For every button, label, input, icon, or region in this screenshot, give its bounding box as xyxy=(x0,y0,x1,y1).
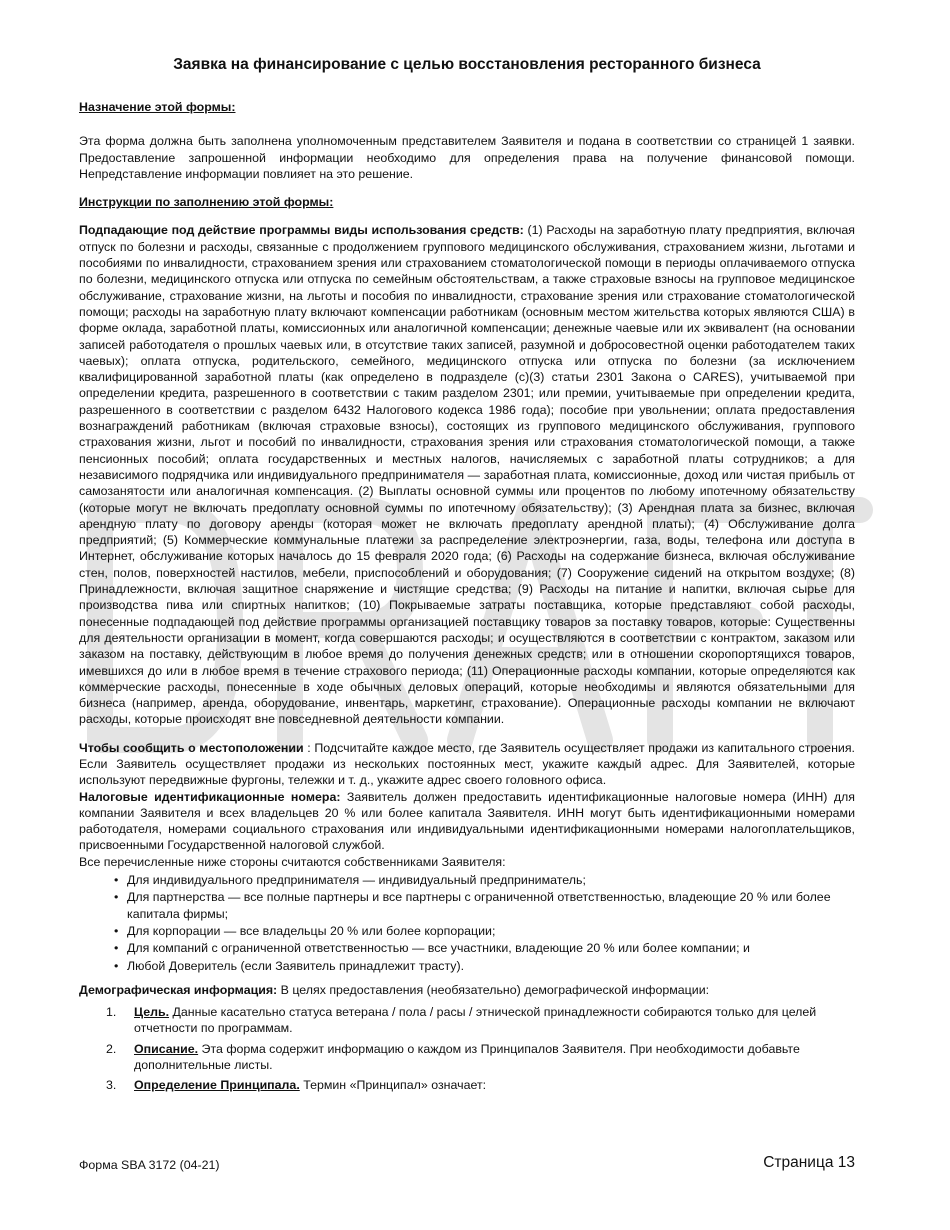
location-label: Чтобы сообщить о местоположении xyxy=(79,740,304,755)
list-item: 1. Цель. Данные касательно статуса ветерана / пола / расы / этнической принадлежности собираются только для целей отчетности по программам. xyxy=(106,1005,817,1036)
eligible-uses-text: (1) Расходы на заработную плату предприятия, включая отпуск по болезни и расходы, связанные с продолжением группового медицинского обслуживания, страхованием жизни, льготами и пособиями по инвалидности, страхованием зрения или страхованием стоматологической помощи в периоды оплачиваемого отпуска по болезни, медицинского отпуска или отпуска по семейным обстоятельствам, а также страховые взносы на групповое медицинское обслуживание, страхование жизни, на льготы и пособия по инвалидности, страхование зрения или страхование стоматологической помощи; расходы на заработную плату включают компенсации работникам (основным местом жительства которых являются США) в форме оклада, заработной платы, комиссионных или аналогичной компенсации; денежные чаевые или их эквивалент (на основании записей работодателя о прошлых чаевых или, в отсутствие таких записей, разумной и добросовестной оценки работодателем таких чаевых); оплата отпуска, родительского, семейного, медицинского отпуска или отпуска по болезни (за исключением квалифицированной заработной платы (как определено в подразделе (c)(3) статьи 2301 Закона о CARES), учитываемой при определении кредита, разрешенного в соответствии с таким разделом 2301; или премии, учитываемые при определении кредита, разрешенного в соответствии с разделом 6432 Налогового кодекса 1986 года); пособие при увольнении; оплата предоставления вознаграждений работникам (включая страховые взносы), состоящих из группового медицинского обслуживания, группового страхования жизни, льгот и пособий по инвалидности, страхования зрения или страхования стоматологической помощи, а также пенсионных пособий; оплата государственных и местных налогов, начисляемых с заработной платы сотрудников; а для независимого подрядчика или индивидуального предпринимателя — заработная плата, комиссионные, доход или чистая прибыль от самозанятости или аналогичная компенсация. (2) Выплаты основной суммы или процентов по любому ипотечному обязательству (которые могут не включать предоплату основной суммы по ипотечному обязательству); (3) Арендная плата за бизнес, включая арендную плату по договору аренды (которая может не включать предоплату арендной платы); (4) Обслуживание долга предприятий; (5) Коммерческие коммунальные платежи за распределение электроэнергии, газа, воды, телефона или доступа в Интернет, обслуживание которых началось до 15 февраля 2020 года; (6) Расходы на содержание бизнеса, включая обслуживание стен, полов, поверхностей настилов, мебели, приспособлений и оборудования; (7) Сооружение сидений на открытом воздухе; (8) Принадлежности, включая защитное снаряжение и чистящие средства; (9) Расходы на питание и напитки, включая сырье для производства пива или спиртных напитков; (10) Покрываемые затраты поставщика, которые представляют собой расходы, понесенные подпадающей под действие программы организацией поставщику товаров за поставку товаров, которые: Существенны для деятельности организации в момент, когда совершаются расходы; и осуществляются в соответствии с контрактом, заказом или заказом на поставку, действующим в любое время до получения денежных средств; или в отношении скоропортящихся товаров, имевшихся до или в любое время в течение страхового периода; (11) Операционные расходы компании, которые определяются как коммерческие расходы, понесенные в ходе обычных деловых операций, которые необходимы и являются обязательными для бизнеса (например, аренда, оборудование, инвентарь, маркетинг, страхование). Операционные расходы компании не включают расходы, которые происходят вне повседневной деятельности компании. xyxy=(79,223,855,727)
eligible-uses-paragraph xyxy=(79,222,855,727)
demographic-text: В целях предоставления (необязательно) демографической информации: xyxy=(277,982,710,997)
page-number: Страница 13 xyxy=(763,1154,855,1171)
list-item: • Для партнерства — все полные партнеры и все партнеры с ограниченной ответственностью, владеющие 20 % или более капитала фирмы; xyxy=(127,889,855,922)
purpose-text: Эта форма должна быть заполнена уполномоченным представителем Заявителя и подана в соответствии со страницей 1 заявки. Предоставление запрошенной информации необходимо для определения права на получение финансовой помощи. Непредставление информации повлияет на это решение. xyxy=(79,134,855,181)
location-paragraph xyxy=(79,740,855,789)
demographic-paragraph xyxy=(79,982,855,998)
demographic-list xyxy=(79,1004,855,1093)
form-id: Форма SBA 3172 (04-21) xyxy=(79,1158,220,1172)
instructions-heading: Инструкции по заполнению этой формы: xyxy=(79,195,334,210)
list-item: 2. Описание. Эта форма содержит информацию о каждом из Принципалов Заявителя. При необходимости добавьте дополнительные листы. xyxy=(106,1041,800,1073)
tin-label: Налоговые идентификационные номера: xyxy=(79,789,341,804)
document-body xyxy=(79,99,855,1098)
list-item: • Для компаний с ограниченной ответственностью — все участники, владеющие 20 % или более компании; и xyxy=(127,940,855,956)
owners-intro: Все перечисленные ниже стороны считаются собственниками Заявителя: xyxy=(79,854,506,869)
demographic-label: Демографическая информация: xyxy=(79,982,278,997)
location-text: : Подсчитайте каждое место, где Заявитель осуществляет продажи из капитального строения. Если Заявитель осуществляет продажи из нескольких постоянных мест, укажите каждый адрес. Для Заявителей, которые используют передвижные фургоны, тележки и т. д., укажите адрес своего головного офиса. xyxy=(79,740,855,788)
tin-paragraph xyxy=(79,789,855,854)
list-item: • Любой Доверитель (если Заявитель принадлежит трасту). xyxy=(127,958,855,974)
list-item: • Для индивидуального предпринимателя — индивидуальный предприниматель; xyxy=(127,872,855,888)
owners-list xyxy=(79,872,855,974)
eligible-uses-label: Подпадающие под действие программы виды использования средств: xyxy=(79,223,524,238)
list-item: • Для корпорации — все владельцы 20 % или более корпорации; xyxy=(127,923,855,939)
document-title: Заявка на финансирование с целью восстановления ресторанного бизнеса xyxy=(173,56,761,73)
tin-text: Заявитель должен предоставить идентификационные налоговые номера (ИНН) для компании Заявителя и всех владельцев 20 % или более капитала Заявителя. ИНН могут быть идентификационными номерами работодателя, номерами социального страхования или индивидуальными идентификационными номерами налогоплательщиков, присвоенными Государственной налоговой службой. xyxy=(79,789,855,853)
purpose-heading: Назначение этой формы: xyxy=(79,100,236,114)
list-item: 3. Определение Принципала. Термин «Принципал» означает: xyxy=(106,1078,487,1093)
